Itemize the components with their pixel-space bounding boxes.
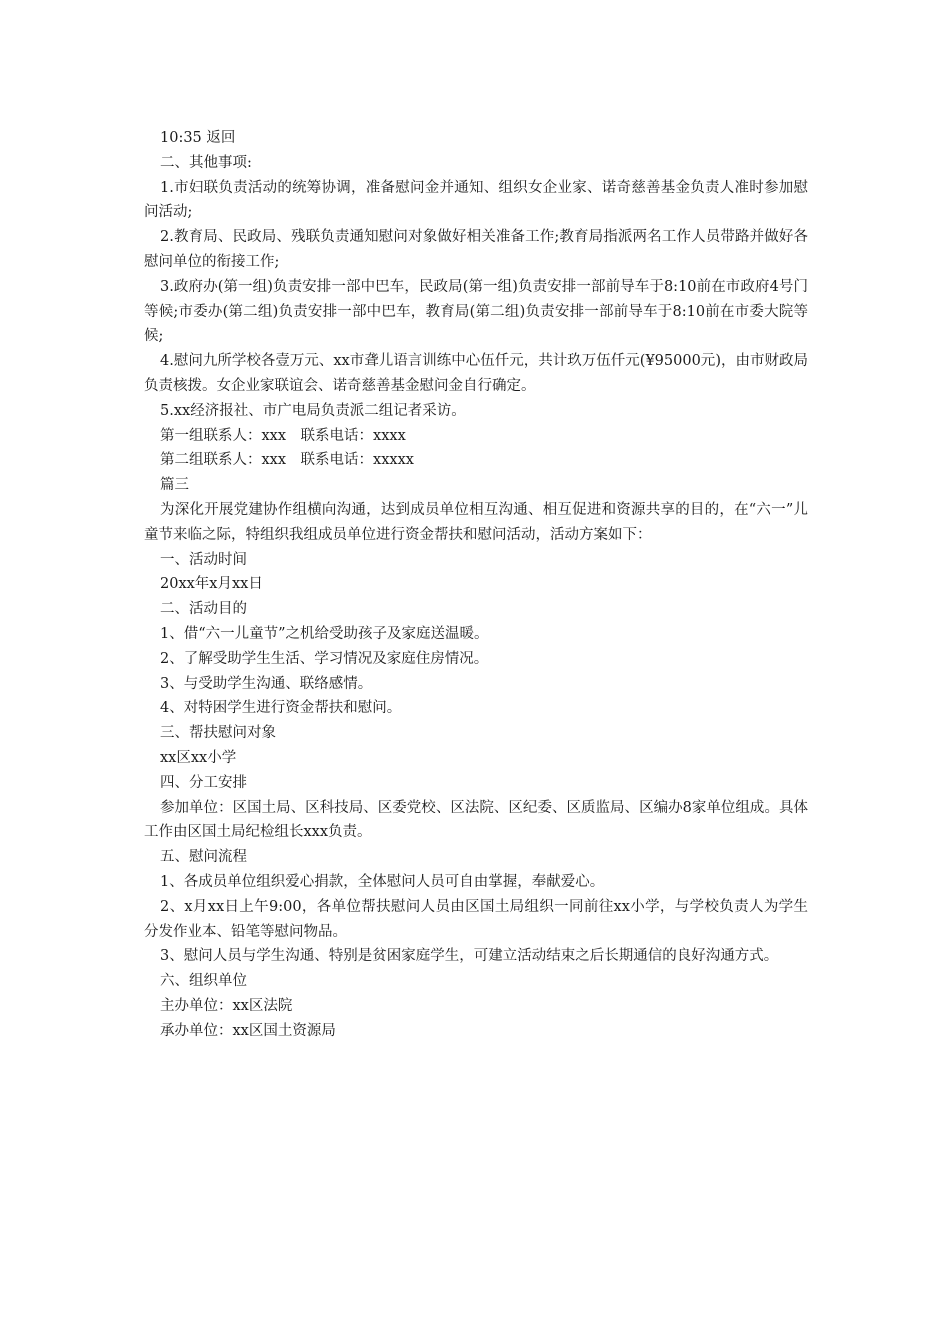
section-heading: 篇三 [160, 477, 189, 494]
section-heading: 五、慰问流程 [160, 849, 247, 866]
section-heading: 二、活动目的 [160, 601, 247, 618]
paragraph: 3、慰问人员与学生沟通、特别是贫困家庭学生，可建立活动结束之后长期通信的良好沟通方式。 [160, 948, 779, 965]
section-heading: 三、帮扶慰问对象 [160, 725, 276, 742]
paragraph: 20xx年x月xx日 [160, 576, 263, 593]
paragraph: 10:35 返回 [160, 130, 236, 146]
paragraph: 1、借“六一儿童节”之机给受助孩子及家庭送温暖。 [160, 625, 489, 642]
paragraph: 2、了解受助学生生活、学习情况及家庭住房情况。 [160, 650, 489, 667]
paragraph: 参加单位：区国土局、区科技局、区委党校、区法院、区纪委、区质监局、区编办8家单位组成。具体工作由区国土局纪检组长xxx负责。 [144, 799, 808, 841]
paragraph: 5.xx经济报社、市广电局负责派二组记者采访。 [160, 402, 466, 419]
section-heading: 二、其他事项: [160, 154, 252, 171]
paragraph: 承办单位：xx区国土资源局 [160, 1022, 336, 1039]
paragraph: 1、各成员单位组织爱心捐款，全体慰问人员可自由掌握，奉献爱心。 [160, 873, 605, 890]
paragraph: 3.政府办(第一组)负责安排一部中巴车，民政局(第一组)负责安排一部前导车于8:10前在市政府4号门等候;市委办(第二组)负责安排一部中巴车，教育局(第二组)负责安排一部前导车于8:10前在市委大院等候; [144, 278, 808, 345]
paragraph: 2.教育局、民政局、残联负责通知慰问对象做好相关准备工作;教育局指派两名工作人员带路并做好各慰问单位的衔接工作; [144, 229, 808, 270]
paragraph: 主办单位：xx区法院 [160, 997, 293, 1014]
paragraph: 3、与受助学生沟通、联络感情。 [160, 675, 373, 692]
section-heading: 一、活动时间 [160, 551, 247, 568]
paragraph: 1.市妇联负责活动的统筹协调，准备慰问金并通知、组织女企业家、诺奇慈善基金负责人准时参加慰问活动; [144, 179, 808, 221]
paragraph: 2、x月xx日上午9:00，各单位帮扶慰问人员由区国土局组织一同前往xx小学，与学校负责人为学生分发作业本、铅笔等慰问物品。 [144, 898, 808, 940]
paragraph: 4.慰问九所学校各壹万元、xx市聋儿语言训练中心伍仟元，共计玖万伍仟元(¥95000元)，由市财政局负责核拨。女企业家联谊会、诺奇慈善基金慰问金自行确定。 [144, 353, 808, 394]
paragraph: xx区xx小学 [160, 749, 237, 766]
paragraph: 为深化开展党建协作组横向沟通，达到成员单位相互沟通、相互促进和资源共享的目的，在“六一”儿童节来临之际，特组织我组成员单位进行资金帮扶和慰问活动，活动方案如下： [144, 501, 808, 543]
document-body [144, 126, 808, 1043]
contact-line: 第二组联系人：xxx 联系电话：xxxxx [160, 452, 414, 469]
contact-line: 第一组联系人：xxx 联系电话：xxxx [160, 427, 406, 444]
section-heading: 六、组织单位 [160, 973, 247, 990]
section-heading: 四、分工安排 [160, 774, 247, 791]
paragraph: 4、对特困学生进行资金帮扶和慰问。 [160, 700, 402, 717]
